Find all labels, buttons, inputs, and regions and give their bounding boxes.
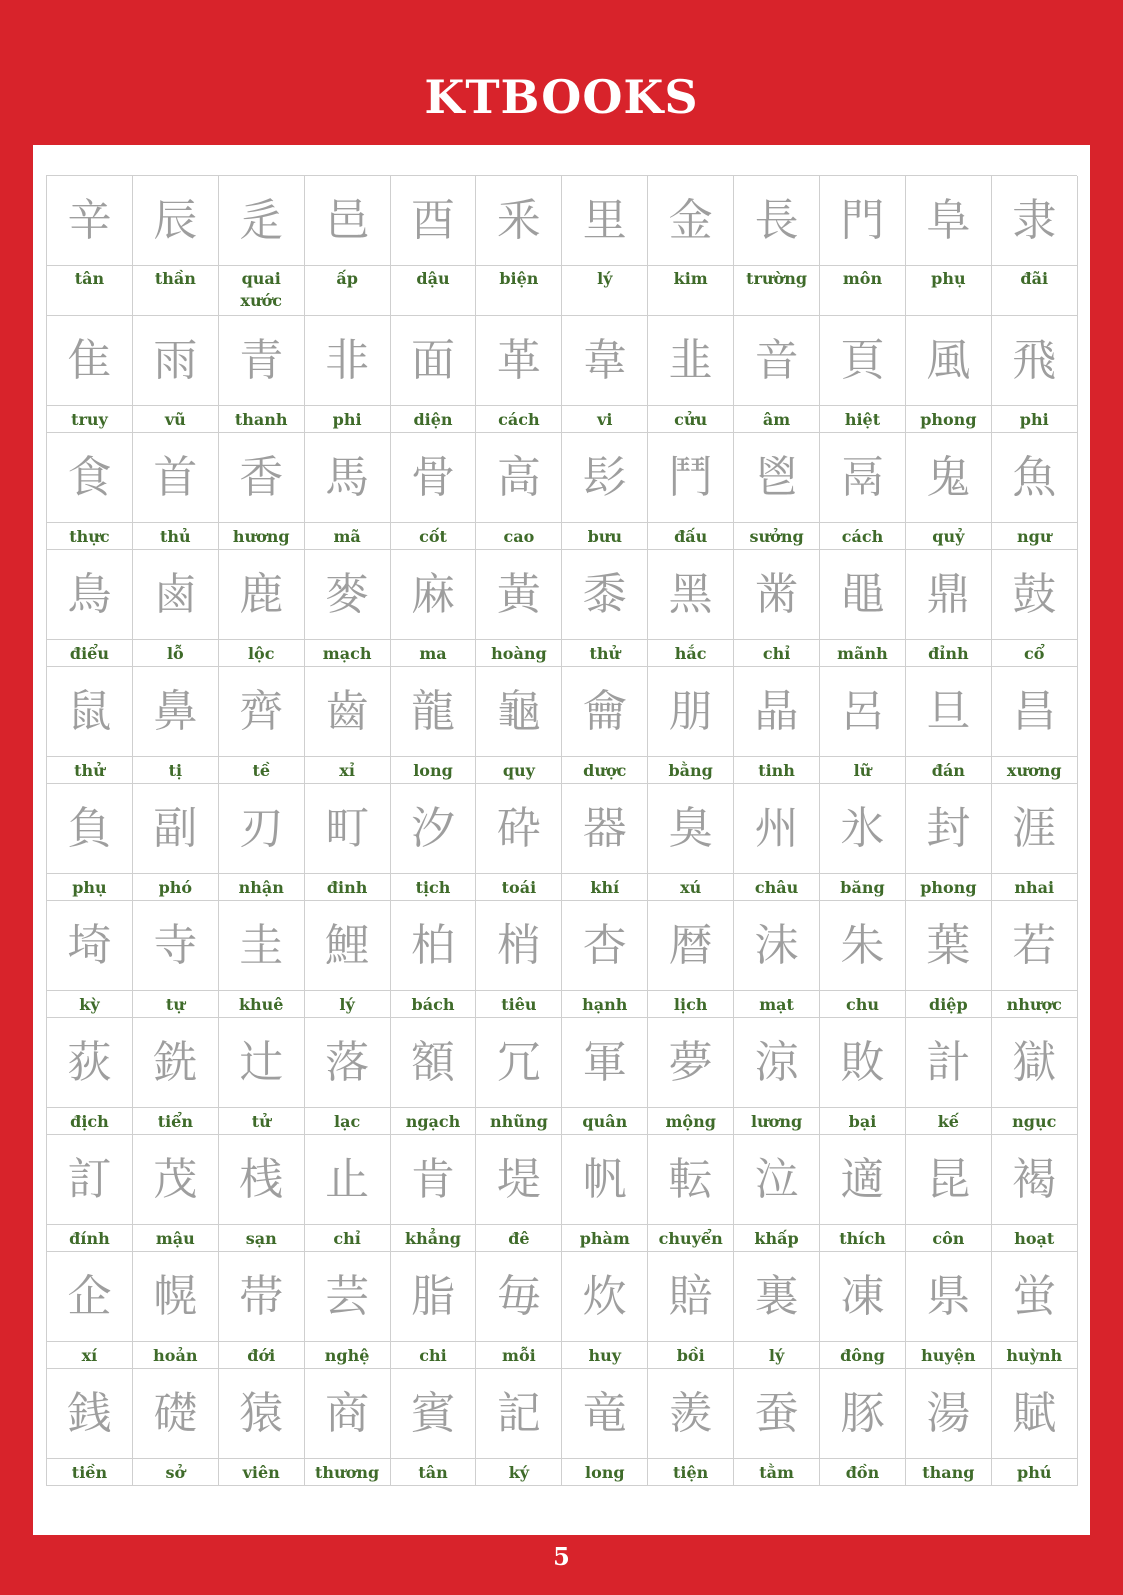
han-viet-reading: đấu bbox=[648, 523, 734, 550]
han-viet-reading: tiện bbox=[648, 1459, 734, 1486]
han-viet-reading: thích bbox=[820, 1225, 906, 1252]
han-viet-reading: lương bbox=[734, 1108, 820, 1135]
kanji-character: 鼻 bbox=[133, 667, 219, 757]
han-viet-reading: kế bbox=[906, 1108, 992, 1135]
han-viet-reading: kim bbox=[648, 266, 734, 316]
han-viet-reading: thanh bbox=[219, 406, 305, 433]
han-viet-reading: nghệ bbox=[305, 1342, 391, 1369]
han-viet-reading: trường bbox=[734, 266, 820, 316]
kanji-character: 梢 bbox=[476, 901, 562, 991]
han-viet-reading: hắc bbox=[648, 640, 734, 667]
han-viet-reading: chuyển bbox=[648, 1225, 734, 1252]
han-viet-reading: mãnh bbox=[820, 640, 906, 667]
han-viet-reading: bằng bbox=[648, 757, 734, 784]
reading-row bbox=[47, 1459, 1077, 1486]
kanji-character: 蚕 bbox=[734, 1369, 820, 1459]
kanji-character: 麥 bbox=[305, 550, 391, 640]
han-viet-reading: thủ bbox=[133, 523, 219, 550]
kanji-character: 記 bbox=[476, 1369, 562, 1459]
kanji-row bbox=[47, 901, 1077, 991]
kanji-character: 隹 bbox=[47, 316, 133, 406]
kanji-row bbox=[47, 1369, 1077, 1459]
kanji-character: 脂 bbox=[391, 1252, 477, 1342]
kanji-character: 辛 bbox=[47, 176, 133, 266]
han-viet-reading: phong bbox=[906, 406, 992, 433]
han-viet-reading: viên bbox=[219, 1459, 305, 1486]
han-viet-reading: biện bbox=[476, 266, 562, 316]
kanji-character: 止 bbox=[305, 1135, 391, 1225]
kanji-character: 炊 bbox=[562, 1252, 648, 1342]
han-viet-reading: khẳng bbox=[391, 1225, 477, 1252]
kanji-character: 竜 bbox=[562, 1369, 648, 1459]
kanji-character: 黍 bbox=[562, 550, 648, 640]
kanji-character: 圭 bbox=[219, 901, 305, 991]
reading-row bbox=[47, 757, 1077, 784]
kanji-character: 埼 bbox=[47, 901, 133, 991]
han-viet-reading: tử bbox=[219, 1108, 305, 1135]
kanji-character: 酉 bbox=[391, 176, 477, 266]
han-viet-reading: đinh bbox=[305, 874, 391, 901]
kanji-character: 褐 bbox=[992, 1135, 1078, 1225]
kanji-character: 麻 bbox=[391, 550, 477, 640]
kanji-character: 湯 bbox=[906, 1369, 992, 1459]
kanji-character: 韭 bbox=[648, 316, 734, 406]
kanji-character: 町 bbox=[305, 784, 391, 874]
kanji-character: 旦 bbox=[906, 667, 992, 757]
han-viet-reading: khuê bbox=[219, 991, 305, 1018]
han-viet-reading: tiển bbox=[133, 1108, 219, 1135]
han-viet-reading: mỗi bbox=[476, 1342, 562, 1369]
han-viet-reading: truy bbox=[47, 406, 133, 433]
kanji-character: 賠 bbox=[648, 1252, 734, 1342]
kanji-character: 荻 bbox=[47, 1018, 133, 1108]
reading-row bbox=[47, 1342, 1077, 1369]
kanji-character: 杏 bbox=[562, 901, 648, 991]
kanji-character: 首 bbox=[133, 433, 219, 523]
han-viet-reading: lý bbox=[734, 1342, 820, 1369]
kanji-grid bbox=[46, 175, 1077, 1486]
han-viet-reading: bồi bbox=[648, 1342, 734, 1369]
kanji-row bbox=[47, 550, 1077, 640]
kanji-character: 夢 bbox=[648, 1018, 734, 1108]
kanji-character: 刃 bbox=[219, 784, 305, 874]
han-viet-reading: chu bbox=[820, 991, 906, 1018]
han-viet-reading: khấp bbox=[734, 1225, 820, 1252]
kanji-character: 韋 bbox=[562, 316, 648, 406]
han-viet-reading: đê bbox=[476, 1225, 562, 1252]
han-viet-reading: cao bbox=[476, 523, 562, 550]
kanji-character: 転 bbox=[648, 1135, 734, 1225]
reading-row bbox=[47, 523, 1077, 550]
han-viet-reading: âm bbox=[734, 406, 820, 433]
reading-row bbox=[47, 874, 1077, 901]
han-viet-reading: tằm bbox=[734, 1459, 820, 1486]
kanji-character: 頁 bbox=[820, 316, 906, 406]
kanji-character: 革 bbox=[476, 316, 562, 406]
kanji-character: 堤 bbox=[476, 1135, 562, 1225]
kanji-character: 鼎 bbox=[906, 550, 992, 640]
han-viet-reading: phụ bbox=[906, 266, 992, 316]
han-viet-reading: huỳnh bbox=[992, 1342, 1078, 1369]
han-viet-reading: thực bbox=[47, 523, 133, 550]
kanji-character: 凍 bbox=[820, 1252, 906, 1342]
han-viet-reading: cốt bbox=[391, 523, 477, 550]
kanji-character: 風 bbox=[906, 316, 992, 406]
han-viet-reading: môn bbox=[820, 266, 906, 316]
kanji-character: 落 bbox=[305, 1018, 391, 1108]
kanji-character: 沫 bbox=[734, 901, 820, 991]
han-viet-reading: mộng bbox=[648, 1108, 734, 1135]
reading-row bbox=[47, 1108, 1077, 1135]
han-viet-reading: cửu bbox=[648, 406, 734, 433]
kanji-character: 鬲 bbox=[820, 433, 906, 523]
han-viet-reading: diện bbox=[391, 406, 477, 433]
han-viet-reading: quy bbox=[476, 757, 562, 784]
kanji-row bbox=[47, 433, 1077, 523]
han-viet-reading: bưu bbox=[562, 523, 648, 550]
kanji-character: 若 bbox=[992, 901, 1078, 991]
kanji-character: 齒 bbox=[305, 667, 391, 757]
kanji-row bbox=[47, 1135, 1077, 1225]
han-viet-reading: đãi bbox=[992, 266, 1078, 316]
han-viet-reading: ngạch bbox=[391, 1108, 477, 1135]
han-viet-reading: quỷ bbox=[906, 523, 992, 550]
kanji-character: 鯉 bbox=[305, 901, 391, 991]
kanji-character: 長 bbox=[734, 176, 820, 266]
han-viet-reading: phong bbox=[906, 874, 992, 901]
kanji-character: 雨 bbox=[133, 316, 219, 406]
han-viet-reading: mạt bbox=[734, 991, 820, 1018]
han-viet-reading: đán bbox=[906, 757, 992, 784]
han-viet-reading: phụ bbox=[47, 874, 133, 901]
han-viet-reading: vi bbox=[562, 406, 648, 433]
kanji-character: 阜 bbox=[906, 176, 992, 266]
kanji-character: 企 bbox=[47, 1252, 133, 1342]
han-viet-reading: tân bbox=[47, 266, 133, 316]
han-viet-reading: đông bbox=[820, 1342, 906, 1369]
han-viet-reading: phàm bbox=[562, 1225, 648, 1252]
kanji-character: 魚 bbox=[992, 433, 1078, 523]
kanji-character: 蛍 bbox=[992, 1252, 1078, 1342]
kanji-character: 適 bbox=[820, 1135, 906, 1225]
kanji-row bbox=[47, 316, 1077, 406]
han-viet-reading: chỉ bbox=[734, 640, 820, 667]
han-viet-reading: ngư bbox=[992, 523, 1078, 550]
han-viet-reading: ngục bbox=[992, 1108, 1078, 1135]
han-viet-reading: ma bbox=[391, 640, 477, 667]
han-viet-reading: mậu bbox=[133, 1225, 219, 1252]
reading-row bbox=[47, 406, 1077, 433]
kanji-character: 羨 bbox=[648, 1369, 734, 1459]
kanji-character: 黽 bbox=[820, 550, 906, 640]
kanji-character: 幌 bbox=[133, 1252, 219, 1342]
han-viet-reading: hoản bbox=[133, 1342, 219, 1369]
han-viet-reading: dược bbox=[562, 757, 648, 784]
han-viet-reading: lữ bbox=[820, 757, 906, 784]
kanji-character: 敗 bbox=[820, 1018, 906, 1108]
kanji-character: 鼓 bbox=[992, 550, 1078, 640]
kanji-character: 朋 bbox=[648, 667, 734, 757]
kanji-character: 鬥 bbox=[648, 433, 734, 523]
kanji-row bbox=[47, 1018, 1077, 1108]
kanji-character: 非 bbox=[305, 316, 391, 406]
kanji-character: 額 bbox=[391, 1018, 477, 1108]
han-viet-reading: đỉnh bbox=[906, 640, 992, 667]
han-viet-reading: tân bbox=[391, 1459, 477, 1486]
kanji-character: 香 bbox=[219, 433, 305, 523]
han-viet-reading: mã bbox=[305, 523, 391, 550]
kanji-character: 龠 bbox=[562, 667, 648, 757]
kanji-character: 礎 bbox=[133, 1369, 219, 1459]
kanji-character: 面 bbox=[391, 316, 477, 406]
han-viet-reading: băng bbox=[820, 874, 906, 901]
han-viet-reading: chi bbox=[391, 1342, 477, 1369]
han-viet-reading: tề bbox=[219, 757, 305, 784]
han-viet-reading: bách bbox=[391, 991, 477, 1018]
kanji-character: 黹 bbox=[734, 550, 820, 640]
han-viet-reading: sạn bbox=[219, 1225, 305, 1252]
kanji-character: 黑 bbox=[648, 550, 734, 640]
han-viet-reading: côn bbox=[906, 1225, 992, 1252]
han-viet-reading: long bbox=[562, 1459, 648, 1486]
han-viet-reading: kỳ bbox=[47, 991, 133, 1018]
han-viet-reading: ký bbox=[476, 1459, 562, 1486]
han-viet-reading: thang bbox=[906, 1459, 992, 1486]
han-viet-reading: chỉ bbox=[305, 1225, 391, 1252]
reading-row bbox=[47, 640, 1077, 667]
kanji-character: 髟 bbox=[562, 433, 648, 523]
han-viet-reading: lạc bbox=[305, 1108, 391, 1135]
han-viet-reading: long bbox=[391, 757, 477, 784]
kanji-character: 鼠 bbox=[47, 667, 133, 757]
kanji-character: 飛 bbox=[992, 316, 1078, 406]
kanji-character: 青 bbox=[219, 316, 305, 406]
han-viet-reading: xí bbox=[47, 1342, 133, 1369]
kanji-character: 朱 bbox=[820, 901, 906, 991]
han-viet-reading: châu bbox=[734, 874, 820, 901]
kanji-character: 鳥 bbox=[47, 550, 133, 640]
kanji-character: 隶 bbox=[992, 176, 1078, 266]
kanji-character: 黃 bbox=[476, 550, 562, 640]
kanji-character: 県 bbox=[906, 1252, 992, 1342]
han-viet-reading: phó bbox=[133, 874, 219, 901]
kanji-character: 銭 bbox=[47, 1369, 133, 1459]
kanji-character: 呂 bbox=[820, 667, 906, 757]
han-viet-reading: xỉ bbox=[305, 757, 391, 784]
kanji-character: 齊 bbox=[219, 667, 305, 757]
kanji-character: 軍 bbox=[562, 1018, 648, 1108]
kanji-character: 負 bbox=[47, 784, 133, 874]
han-viet-reading: lý bbox=[562, 266, 648, 316]
kanji-character: 汐 bbox=[391, 784, 477, 874]
kanji-character: 鬼 bbox=[906, 433, 992, 523]
kanji-character: 馬 bbox=[305, 433, 391, 523]
han-viet-reading: diệp bbox=[906, 991, 992, 1018]
han-viet-reading: địch bbox=[47, 1108, 133, 1135]
han-viet-reading: ấp bbox=[305, 266, 391, 316]
han-viet-reading: hiệt bbox=[820, 406, 906, 433]
kanji-character: 冗 bbox=[476, 1018, 562, 1108]
kanji-character: 里 bbox=[562, 176, 648, 266]
han-viet-reading: đính bbox=[47, 1225, 133, 1252]
han-viet-reading: điểu bbox=[47, 640, 133, 667]
han-viet-reading: phi bbox=[992, 406, 1078, 433]
han-viet-reading: dậu bbox=[391, 266, 477, 316]
han-viet-reading: bại bbox=[820, 1108, 906, 1135]
han-viet-reading: nhận bbox=[219, 874, 305, 901]
han-viet-reading: sở bbox=[133, 1459, 219, 1486]
kanji-character: 寺 bbox=[133, 901, 219, 991]
han-viet-reading: thử bbox=[562, 640, 648, 667]
kanji-character: 裏 bbox=[734, 1252, 820, 1342]
kanji-character: 涼 bbox=[734, 1018, 820, 1108]
han-viet-reading: vũ bbox=[133, 406, 219, 433]
han-viet-reading: đới bbox=[219, 1342, 305, 1369]
han-viet-reading: thương bbox=[305, 1459, 391, 1486]
kanji-character: 辻 bbox=[219, 1018, 305, 1108]
kanji-character: 訂 bbox=[47, 1135, 133, 1225]
kanji-character: 封 bbox=[906, 784, 992, 874]
kanji-character: 帯 bbox=[219, 1252, 305, 1342]
kanji-row bbox=[47, 784, 1077, 874]
han-viet-reading: đồn bbox=[820, 1459, 906, 1486]
han-viet-reading: thần bbox=[133, 266, 219, 316]
kanji-character: 鬯 bbox=[734, 433, 820, 523]
han-viet-reading: thử bbox=[47, 757, 133, 784]
kanji-character: 泣 bbox=[734, 1135, 820, 1225]
reading-row bbox=[47, 991, 1077, 1018]
kanji-character: 音 bbox=[734, 316, 820, 406]
kanji-character: 賓 bbox=[391, 1369, 477, 1459]
kanji-character: 柏 bbox=[391, 901, 477, 991]
kanji-character: 辵 bbox=[219, 176, 305, 266]
kanji-row bbox=[47, 667, 1077, 757]
han-viet-reading: huyện bbox=[906, 1342, 992, 1369]
kanji-character: 暦 bbox=[648, 901, 734, 991]
han-viet-reading: quai xước bbox=[219, 266, 305, 316]
han-viet-reading: tị bbox=[133, 757, 219, 784]
han-viet-reading: tự bbox=[133, 991, 219, 1018]
kanji-character: 副 bbox=[133, 784, 219, 874]
kanji-character: 鹵 bbox=[133, 550, 219, 640]
kanji-character: 骨 bbox=[391, 433, 477, 523]
kanji-character: 鹿 bbox=[219, 550, 305, 640]
kanji-character: 臭 bbox=[648, 784, 734, 874]
han-viet-reading: tịch bbox=[391, 874, 477, 901]
kanji-character: 金 bbox=[648, 176, 734, 266]
worksheet bbox=[33, 145, 1090, 1535]
han-viet-reading: nhũng bbox=[476, 1108, 562, 1135]
kanji-character: 涯 bbox=[992, 784, 1078, 874]
kanji-character: 砕 bbox=[476, 784, 562, 874]
kanji-character: 食 bbox=[47, 433, 133, 523]
han-viet-reading: quân bbox=[562, 1108, 648, 1135]
han-viet-reading: nhược bbox=[992, 991, 1078, 1018]
kanji-character: 龍 bbox=[391, 667, 477, 757]
han-viet-reading: cách bbox=[820, 523, 906, 550]
kanji-character: 獄 bbox=[992, 1018, 1078, 1108]
han-viet-reading: tiêu bbox=[476, 991, 562, 1018]
han-viet-reading: cách bbox=[476, 406, 562, 433]
kanji-character: 桟 bbox=[219, 1135, 305, 1225]
kanji-character: 昆 bbox=[906, 1135, 992, 1225]
han-viet-reading: lý bbox=[305, 991, 391, 1018]
kanji-character: 昌 bbox=[992, 667, 1078, 757]
kanji-character: 茂 bbox=[133, 1135, 219, 1225]
han-viet-reading: tiền bbox=[47, 1459, 133, 1486]
page-number: 5 bbox=[553, 1542, 570, 1571]
kanji-row bbox=[47, 176, 1077, 266]
kanji-character: 釆 bbox=[476, 176, 562, 266]
kanji-character: 邑 bbox=[305, 176, 391, 266]
han-viet-reading: nhai bbox=[992, 874, 1078, 901]
han-viet-reading: huy bbox=[562, 1342, 648, 1369]
han-viet-reading: lỗ bbox=[133, 640, 219, 667]
kanji-character: 晶 bbox=[734, 667, 820, 757]
han-viet-reading: tinh bbox=[734, 757, 820, 784]
han-viet-reading: phi bbox=[305, 406, 391, 433]
han-viet-reading: xú bbox=[648, 874, 734, 901]
han-viet-reading: toái bbox=[476, 874, 562, 901]
kanji-character: 芸 bbox=[305, 1252, 391, 1342]
kanji-character: 帆 bbox=[562, 1135, 648, 1225]
kanji-character: 州 bbox=[734, 784, 820, 874]
kanji-character: 毎 bbox=[476, 1252, 562, 1342]
han-viet-reading: hoạt bbox=[992, 1225, 1078, 1252]
kanji-character: 辰 bbox=[133, 176, 219, 266]
reading-row bbox=[47, 1225, 1077, 1252]
han-viet-reading: hoàng bbox=[476, 640, 562, 667]
han-viet-reading: xương bbox=[992, 757, 1078, 784]
kanji-character: 賦 bbox=[992, 1369, 1078, 1459]
han-viet-reading: sưởng bbox=[734, 523, 820, 550]
han-viet-reading: lộc bbox=[219, 640, 305, 667]
han-viet-reading: phú bbox=[992, 1459, 1078, 1486]
han-viet-reading: khí bbox=[562, 874, 648, 901]
han-viet-reading: lịch bbox=[648, 991, 734, 1018]
kanji-character: 門 bbox=[820, 176, 906, 266]
kanji-character: 高 bbox=[476, 433, 562, 523]
han-viet-reading: cổ bbox=[992, 640, 1078, 667]
kanji-character: 龜 bbox=[476, 667, 562, 757]
kanji-character: 氷 bbox=[820, 784, 906, 874]
kanji-character: 豚 bbox=[820, 1369, 906, 1459]
brand-title: KTBOOKS bbox=[424, 70, 699, 124]
kanji-character: 商 bbox=[305, 1369, 391, 1459]
kanji-character: 器 bbox=[562, 784, 648, 874]
kanji-character: 肯 bbox=[391, 1135, 477, 1225]
kanji-character: 銑 bbox=[133, 1018, 219, 1108]
han-viet-reading: mạch bbox=[305, 640, 391, 667]
kanji-character: 猿 bbox=[219, 1369, 305, 1459]
kanji-row bbox=[47, 1252, 1077, 1342]
reading-row bbox=[47, 266, 1077, 316]
kanji-character: 計 bbox=[906, 1018, 992, 1108]
kanji-character: 葉 bbox=[906, 901, 992, 991]
han-viet-reading: hương bbox=[219, 523, 305, 550]
han-viet-reading: hạnh bbox=[562, 991, 648, 1018]
